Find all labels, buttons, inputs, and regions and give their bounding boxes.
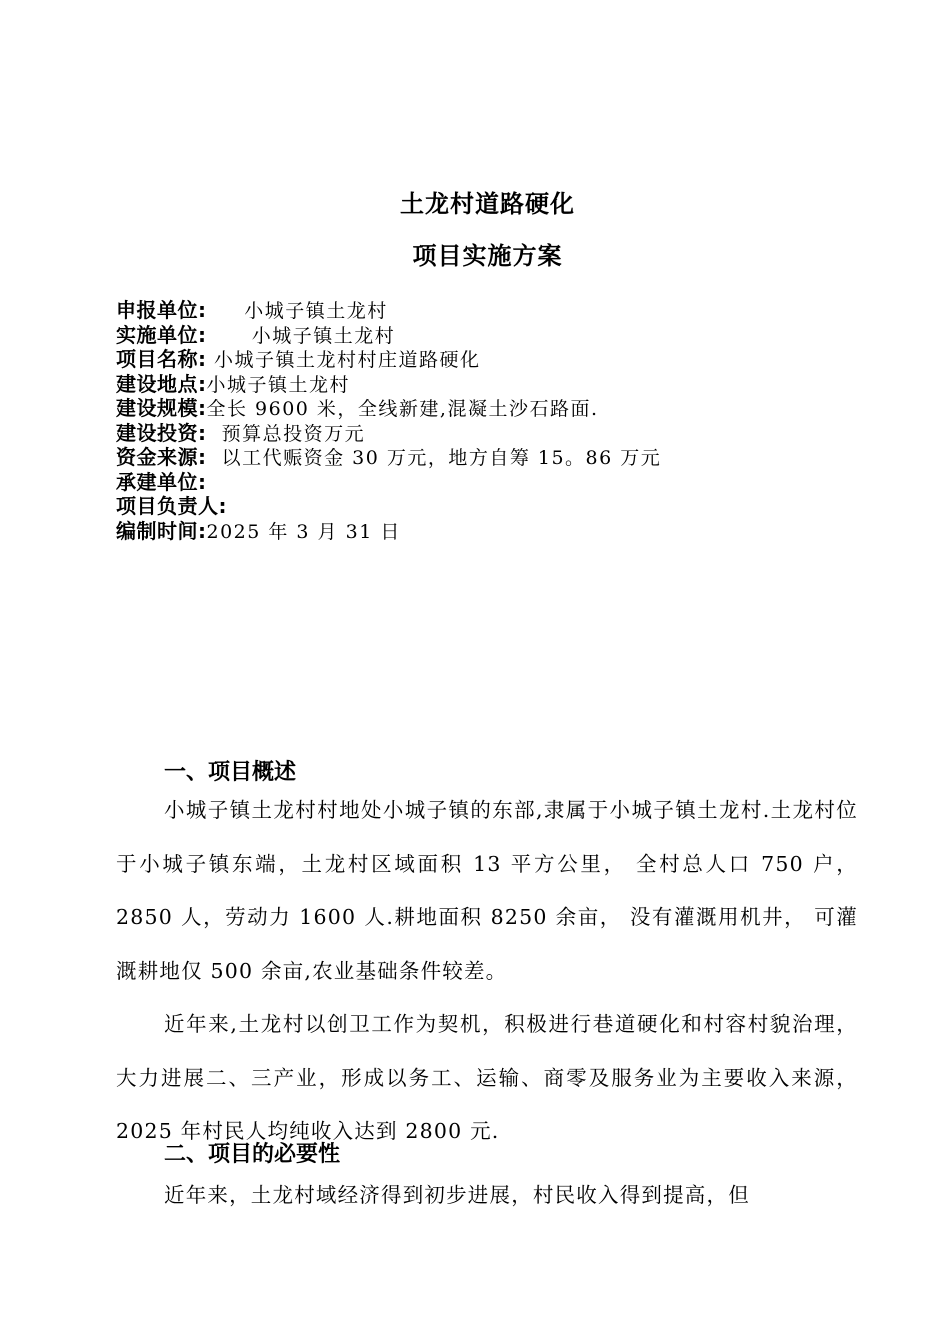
info-value: 小城子镇土龙村	[206, 300, 388, 322]
info-label: 承建单位:	[116, 469, 207, 494]
info-value: 预算总投资万元	[206, 422, 366, 445]
info-value: 2025 年 3 月 31 日	[206, 520, 401, 543]
info-label: 申报单位:	[116, 298, 207, 322]
info-value: 全长 9600 米，全线新建,混凝土沙石路面.	[206, 398, 599, 420]
overview-paragraph-2: 近年来,土龙村以创卫工作为契机，积极进行巷道硬化和村容村貌治理，大力进展二、三产业，形成以务工、运输、商零及服务业为主要收入来源，2025 年村民人均纯收入达到 2800 元.	[116, 1012, 858, 1143]
info-row-location	[116, 372, 876, 397]
overview-paragraph-1: 小城子镇土龙村村地处小城子镇的东部,隶属于小城子镇土龙村.土龙村位于小城子镇东端，土龙村区域面积 13 平方公里， 全村总人口 750 户， 2850 人，劳动力 1600 人.耕地面积 8250 余亩， 没有灌溉用机井， 可灌溉耕地仅 500 余亩,农业基础条件较差。	[116, 798, 858, 983]
info-value: 小城子镇土龙村	[206, 324, 396, 347]
info-row-contractor	[116, 470, 876, 495]
info-label: 实施单位:	[116, 322, 207, 347]
section-heading-necessity: 二、项目的必要性	[164, 1142, 341, 1167]
necessity-paragraph-1: 近年来，土龙村域经济得到初步进展，村民收入得到提高，但	[164, 1183, 750, 1207]
info-label: 项目负责人:	[116, 494, 227, 518]
section-heading-overview: 一、项目概述	[164, 760, 297, 785]
info-value: 小城子镇土龙村	[206, 373, 351, 396]
info-label: 项目名称:	[116, 347, 207, 371]
document-title-line1: 土龙村道路硬化	[400, 190, 575, 218]
info-row-funding	[116, 445, 876, 470]
document-title-line2: 项目实施方案	[412, 242, 563, 270]
info-value: 小城子镇土龙村村庄道路硬化	[206, 349, 481, 371]
info-row-date	[116, 519, 876, 544]
info-label: 建设地点:	[116, 371, 207, 396]
info-label: 资金来源:	[116, 445, 207, 469]
info-row-project-name	[116, 347, 876, 372]
info-row-manager	[116, 494, 876, 519]
project-info-block	[116, 298, 876, 543]
info-row-scale	[116, 396, 876, 421]
info-label: 建设投资:	[116, 420, 207, 445]
info-row-applicant	[116, 298, 876, 323]
info-label: 建设规模:	[116, 396, 207, 420]
info-label: 编制时间:	[116, 518, 207, 543]
info-row-implementer	[116, 323, 876, 348]
info-value: 以工代赈资金 30 万元，地方自筹 15。86 万元	[206, 447, 662, 469]
info-row-investment	[116, 421, 876, 446]
